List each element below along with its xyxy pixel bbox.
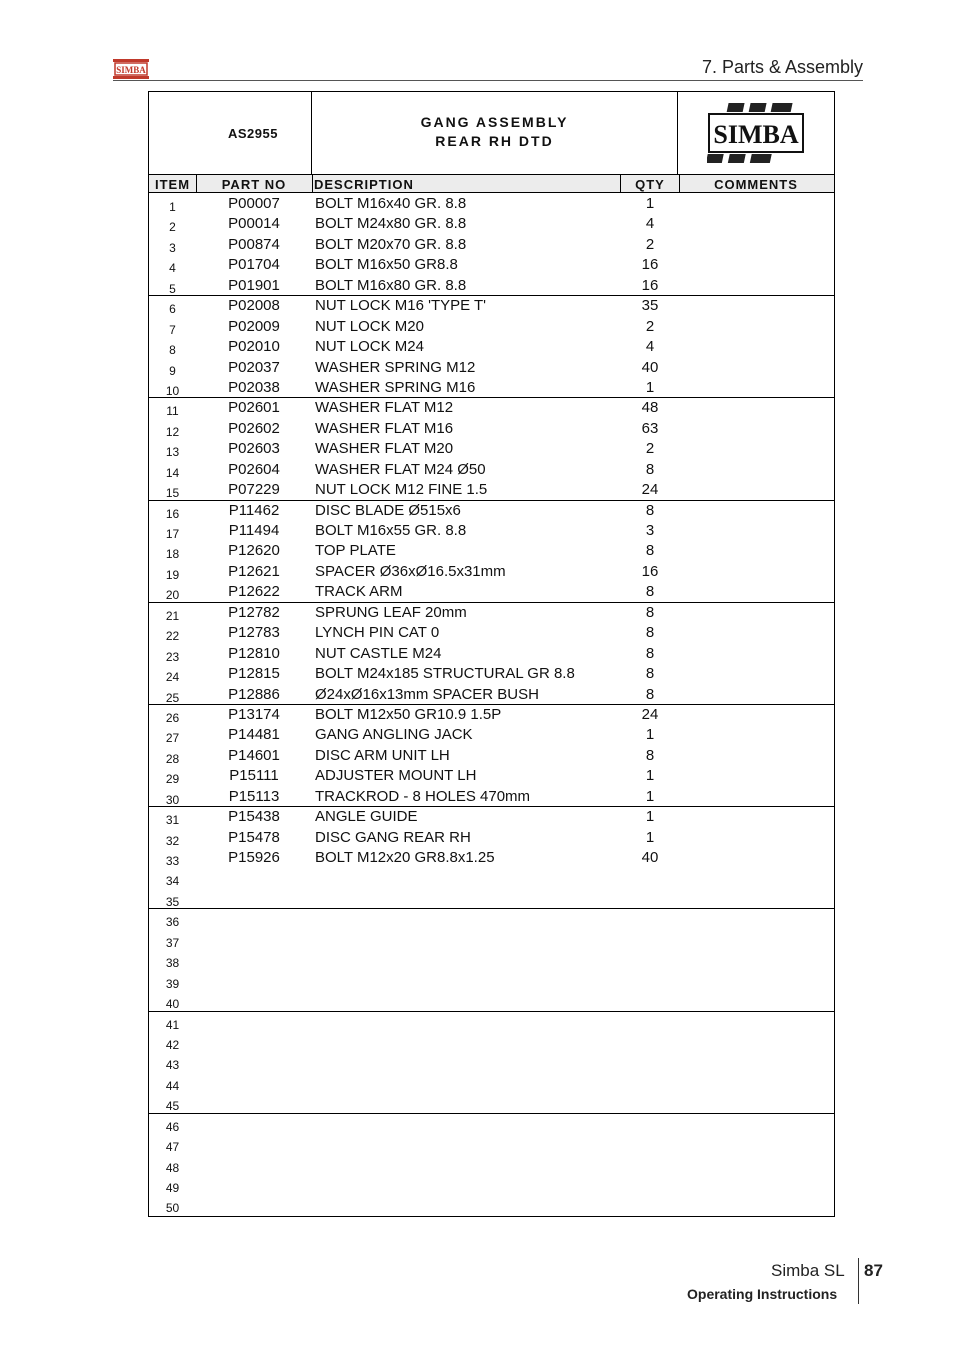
row-item-number: 25 bbox=[165, 690, 180, 705]
table-row bbox=[149, 521, 834, 541]
row-item-number: 19 bbox=[165, 567, 180, 582]
row-description: BOLT M20x70 GR. 8.8 bbox=[315, 235, 467, 253]
row-part-number: P01704 bbox=[228, 256, 280, 274]
table-row bbox=[149, 868, 834, 888]
row-item-number: 22 bbox=[165, 629, 180, 644]
row-quantity: 1 bbox=[645, 808, 655, 826]
row-description: TOP PLATE bbox=[315, 542, 396, 560]
row-description: WASHER SPRING M12 bbox=[315, 358, 476, 376]
row-description: SPACER Ø36xØ16.5x31mm bbox=[315, 562, 506, 580]
table-row bbox=[149, 909, 834, 929]
row-description: BOLT M16x40 GR. 8.8 bbox=[315, 195, 467, 212]
table-row bbox=[149, 644, 834, 664]
table-row bbox=[149, 725, 834, 745]
row-quantity: 48 bbox=[641, 399, 659, 417]
row-quantity: 1 bbox=[645, 726, 655, 744]
row-part-number: P00007 bbox=[228, 195, 280, 212]
column-header-part-no: PART NO bbox=[196, 175, 313, 192]
row-quantity: 8 bbox=[645, 583, 655, 601]
row-quantity: 35 bbox=[641, 297, 659, 315]
row-quantity: 8 bbox=[645, 685, 655, 703]
row-part-number: P12622 bbox=[228, 583, 280, 601]
row-item-number: 8 bbox=[169, 343, 176, 358]
row-part-number: P00014 bbox=[228, 215, 280, 233]
table-row bbox=[149, 766, 834, 786]
svg-text:SIMBA: SIMBA bbox=[116, 65, 146, 75]
row-item-number: 20 bbox=[165, 588, 180, 603]
row-part-number: P12783 bbox=[228, 624, 280, 642]
row-part-number: P12782 bbox=[228, 603, 280, 621]
row-quantity: 24 bbox=[641, 705, 659, 723]
row-item-number: 34 bbox=[165, 874, 180, 889]
table-row bbox=[149, 1073, 834, 1093]
row-description: DISC ARM UNIT LH bbox=[315, 746, 450, 764]
table-row bbox=[149, 194, 834, 214]
row-item-number: 36 bbox=[165, 915, 180, 930]
row-item-number: 23 bbox=[165, 649, 180, 664]
row-part-number: P02008 bbox=[228, 297, 280, 315]
row-quantity: 1 bbox=[645, 378, 655, 396]
table-row bbox=[149, 1093, 834, 1113]
header-brand-logo bbox=[113, 59, 149, 79]
assembly-title-line1: GANG ASSEMBLY bbox=[420, 114, 569, 130]
row-item-number: 14 bbox=[165, 465, 180, 480]
table-row bbox=[149, 664, 834, 684]
table-row bbox=[149, 1032, 834, 1052]
row-item-number: 17 bbox=[165, 527, 180, 541]
table-row bbox=[149, 1175, 834, 1195]
row-quantity: 16 bbox=[641, 276, 659, 294]
table-row bbox=[149, 214, 834, 234]
row-item-number: 35 bbox=[165, 894, 180, 909]
row-description: NUT CASTLE M24 bbox=[315, 644, 442, 662]
row-part-number: P02601 bbox=[228, 399, 280, 417]
row-description: WASHER FLAT M24 Ø50 bbox=[315, 460, 486, 478]
row-description: GANG ANGLING JACK bbox=[315, 726, 473, 744]
row-item-number: 27 bbox=[165, 731, 180, 746]
row-item-number: 13 bbox=[165, 445, 180, 460]
assembly-title bbox=[312, 92, 678, 174]
row-part-number: P12886 bbox=[228, 685, 280, 703]
row-description: SPRUNG LEAF 20mm bbox=[315, 603, 467, 621]
row-part-number: P14601 bbox=[228, 746, 280, 764]
row-part-number: P12620 bbox=[228, 542, 280, 560]
column-header-description: DESCRIPTION bbox=[314, 177, 414, 192]
row-item-number: 38 bbox=[165, 956, 180, 971]
row-description: BOLT M12x50 GR10.9 1.5P bbox=[315, 705, 502, 723]
row-part-number: P02038 bbox=[228, 378, 280, 396]
table-row bbox=[149, 685, 834, 705]
row-part-number: P12621 bbox=[228, 562, 280, 580]
row-description: WASHER SPRING M16 bbox=[315, 378, 476, 396]
row-item-number: 21 bbox=[165, 608, 180, 623]
row-description: TRACK ARM bbox=[315, 583, 403, 601]
table-row bbox=[149, 705, 834, 725]
row-description: DISC BLADE Ø515x6 bbox=[315, 501, 461, 519]
table-row bbox=[149, 419, 834, 439]
row-part-number: P02604 bbox=[228, 460, 280, 478]
row-item-number: 37 bbox=[165, 935, 180, 950]
row-item-number: 30 bbox=[165, 792, 180, 807]
column-header-item: ITEM bbox=[149, 175, 197, 192]
row-item-number: 15 bbox=[165, 486, 180, 501]
row-item-number: 31 bbox=[165, 813, 180, 828]
row-part-number: P01901 bbox=[228, 276, 280, 294]
row-description: ANGLE GUIDE bbox=[315, 808, 418, 826]
table-row bbox=[149, 991, 834, 1011]
table-row bbox=[149, 480, 834, 500]
table-row bbox=[149, 746, 834, 766]
row-quantity: 16 bbox=[641, 562, 659, 580]
row-part-number: P00874 bbox=[228, 235, 280, 253]
table-row bbox=[149, 1195, 834, 1215]
row-item-number: 7 bbox=[169, 322, 176, 337]
row-item-number: 16 bbox=[165, 506, 180, 521]
row-part-number: P12815 bbox=[228, 665, 280, 683]
row-quantity: 1 bbox=[645, 767, 655, 785]
footer-divider bbox=[858, 1258, 859, 1304]
row-quantity: 1 bbox=[645, 787, 655, 805]
column-headers bbox=[149, 174, 834, 193]
row-quantity: 40 bbox=[641, 358, 659, 376]
row-item-number: 3 bbox=[169, 240, 176, 255]
row-item-number: 26 bbox=[165, 710, 180, 725]
row-item-number: 46 bbox=[165, 1119, 180, 1134]
footer-model: Simba SL bbox=[771, 1261, 845, 1280]
row-item-number: 1 bbox=[169, 200, 176, 214]
row-part-number: P13174 bbox=[228, 705, 280, 723]
row-item-number: 33 bbox=[165, 854, 180, 868]
header-divider bbox=[113, 80, 863, 81]
row-part-number: P15478 bbox=[228, 828, 280, 846]
row-description: WASHER FLAT M20 bbox=[315, 440, 454, 458]
row-quantity: 3 bbox=[645, 522, 655, 539]
row-part-number: P15111 bbox=[229, 767, 279, 785]
row-quantity: 8 bbox=[645, 460, 655, 478]
row-description: LYNCH PIN CAT 0 bbox=[315, 624, 440, 642]
row-item-number: 11 bbox=[166, 404, 179, 419]
row-part-number: P02009 bbox=[228, 317, 280, 335]
row-description: NUT LOCK M20 bbox=[315, 317, 424, 335]
row-quantity: 8 bbox=[645, 501, 655, 519]
row-description: WASHER FLAT M16 bbox=[315, 419, 454, 437]
table-row bbox=[149, 439, 834, 459]
table-row bbox=[149, 930, 834, 950]
footer-subtitle: Operating Instructions bbox=[687, 1286, 838, 1302]
row-description: WASHER FLAT M12 bbox=[315, 399, 454, 417]
table-row bbox=[149, 255, 834, 275]
table-row bbox=[149, 889, 834, 909]
section-title: 7. Parts & Assembly bbox=[701, 57, 863, 77]
row-part-number: P12810 bbox=[228, 644, 280, 662]
row-item-number: 42 bbox=[165, 1037, 180, 1052]
row-quantity: 8 bbox=[645, 624, 655, 642]
svg-text:SIMBA: SIMBA bbox=[713, 120, 799, 149]
table-row bbox=[149, 582, 834, 602]
table-row bbox=[149, 848, 834, 868]
row-item-number: 45 bbox=[165, 1099, 180, 1114]
row-description: BOLT M12x20 GR8.8x1.25 bbox=[315, 849, 495, 866]
row-item-number: 32 bbox=[165, 833, 180, 848]
table-row bbox=[149, 1155, 834, 1175]
page-number: 87 bbox=[864, 1261, 883, 1280]
assembly-title-block bbox=[149, 92, 834, 174]
row-description: TRACKROD - 8 HOLES 470mm bbox=[315, 787, 531, 805]
row-quantity: 8 bbox=[645, 542, 655, 560]
row-part-number: P15438 bbox=[228, 808, 280, 826]
table-row bbox=[149, 276, 834, 296]
table-row bbox=[149, 1012, 834, 1032]
row-item-number: 49 bbox=[165, 1181, 180, 1195]
row-quantity: 24 bbox=[641, 481, 659, 499]
row-part-number: P02602 bbox=[228, 419, 280, 437]
row-quantity: 4 bbox=[645, 338, 655, 356]
row-description: BOLT M24x80 GR. 8.8 bbox=[315, 215, 467, 233]
table-row bbox=[149, 398, 834, 418]
row-description: ADJUSTER MOUNT LH bbox=[315, 767, 477, 785]
row-description: BOLT M24x185 STRUCTURAL GR 8.8 bbox=[315, 665, 575, 683]
row-part-number: P02010 bbox=[228, 338, 280, 356]
table-row bbox=[149, 950, 834, 970]
row-item-number: 40 bbox=[165, 997, 180, 1012]
row-part-number: P15926 bbox=[228, 849, 280, 866]
row-part-number: P11462 bbox=[228, 501, 280, 519]
row-part-number: P02037 bbox=[228, 358, 280, 376]
row-item-number: 12 bbox=[165, 424, 180, 439]
row-item-number: 10 bbox=[165, 383, 180, 398]
row-quantity: 2 bbox=[645, 440, 655, 458]
row-item-number: 41 bbox=[165, 1017, 180, 1032]
row-part-number: P14481 bbox=[228, 726, 280, 744]
row-description: NUT LOCK M16 'TYPE T' bbox=[315, 297, 487, 315]
table-row bbox=[149, 1052, 834, 1072]
row-item-number: 44 bbox=[165, 1078, 180, 1093]
table-row bbox=[149, 378, 834, 398]
row-part-number: P11494 bbox=[228, 522, 280, 539]
row-quantity: 8 bbox=[645, 665, 655, 683]
table-row bbox=[149, 623, 834, 643]
row-quantity: 2 bbox=[645, 317, 655, 335]
table-row bbox=[149, 460, 834, 480]
row-quantity: 8 bbox=[645, 644, 655, 662]
row-item-number: 43 bbox=[165, 1058, 180, 1073]
table-row bbox=[149, 971, 834, 991]
table-row bbox=[149, 1134, 834, 1154]
row-description: Ø24xØ16x13mm SPACER BUSH bbox=[315, 685, 539, 703]
row-item-number: 5 bbox=[169, 281, 176, 296]
row-description: BOLT M16x50 GR8.8 bbox=[315, 256, 458, 274]
row-item-number: 29 bbox=[165, 772, 180, 787]
row-item-number: 50 bbox=[165, 1201, 180, 1216]
row-item-number: 28 bbox=[165, 751, 180, 766]
table-row bbox=[149, 501, 834, 521]
row-item-number: 6 bbox=[169, 302, 176, 317]
parts-list-sheet bbox=[148, 91, 835, 1217]
row-quantity: 2 bbox=[645, 235, 655, 253]
row-description: BOLT M16x80 GR. 8.8 bbox=[315, 276, 467, 294]
row-item-number: 4 bbox=[169, 261, 176, 276]
parts-rows bbox=[149, 194, 834, 1216]
table-row bbox=[149, 787, 834, 807]
row-quantity: 16 bbox=[641, 256, 659, 274]
column-header-comments: COMMENTS bbox=[714, 177, 798, 192]
row-description: BOLT M16x55 GR. 8.8 bbox=[315, 522, 467, 539]
assembly-number: AS2955 bbox=[149, 92, 312, 174]
table-row bbox=[149, 358, 834, 378]
table-row bbox=[149, 807, 834, 827]
row-part-number: P07229 bbox=[228, 481, 280, 499]
table-row bbox=[149, 603, 834, 623]
row-quantity: 63 bbox=[641, 419, 659, 437]
row-item-number: 2 bbox=[169, 220, 176, 235]
row-item-number: 9 bbox=[169, 363, 176, 378]
row-description: NUT LOCK M24 bbox=[315, 338, 424, 356]
table-row bbox=[149, 235, 834, 255]
table-row bbox=[149, 337, 834, 357]
row-quantity: 4 bbox=[645, 215, 655, 233]
column-header-qty: QTY bbox=[620, 175, 680, 192]
table-row bbox=[149, 541, 834, 561]
table-row bbox=[149, 296, 834, 316]
row-item-number: 18 bbox=[165, 547, 180, 562]
row-quantity: 40 bbox=[641, 849, 659, 866]
row-item-number: 48 bbox=[165, 1160, 180, 1175]
table-row bbox=[149, 1114, 834, 1134]
row-item-number: 39 bbox=[165, 976, 180, 991]
table-row bbox=[149, 828, 834, 848]
row-quantity: 8 bbox=[645, 603, 655, 621]
assembly-title-line2: REAR RH DTD bbox=[435, 133, 554, 149]
table-row bbox=[149, 317, 834, 337]
simba-logo bbox=[678, 92, 834, 174]
row-quantity: 8 bbox=[645, 746, 655, 764]
row-quantity: 1 bbox=[645, 195, 655, 212]
row-item-number: 24 bbox=[165, 670, 180, 685]
row-description: DISC GANG REAR RH bbox=[315, 828, 471, 846]
row-quantity: 1 bbox=[645, 828, 655, 846]
row-description: NUT LOCK M12 FINE 1.5 bbox=[315, 481, 488, 499]
table-row bbox=[149, 562, 834, 582]
row-part-number: P02603 bbox=[228, 440, 280, 458]
row-item-number: 47 bbox=[165, 1140, 180, 1155]
row-part-number: P15113 bbox=[228, 787, 280, 805]
